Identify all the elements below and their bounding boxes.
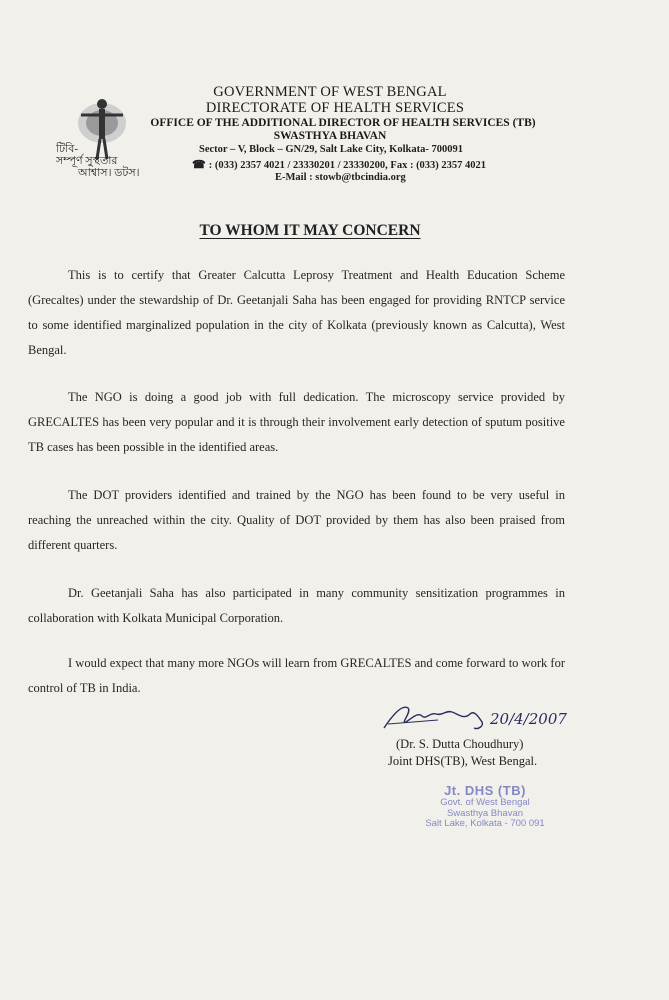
letterhead-directorate: DIRECTORATE OF HEALTH SERVICES [205,100,465,116]
letterhead-address: Sector – V, Block – GN/29, Salt Lake City, Kolkata- 700091 [199,144,463,155]
office-stamp [410,784,560,830]
stamp-govt: Govt. of West Bengal [440,797,530,808]
letterhead-government: GOVERNMENT OF WEST BENGAL [213,84,447,100]
stamp-building: Swasthya Bhavan [446,807,524,819]
signature-date: 20/4/2007 [490,710,567,728]
signatory-name: (Dr. S. Dutta Choudhury) [396,737,524,751]
logo-caption-3: আশ্বাস। ডটস। [78,167,140,179]
letterhead-building: SWASTHYA BHAVAN [273,130,387,142]
stamp-title: Jt. DHS (TB) [444,783,526,798]
paragraph-expectation: I would expect that many more NGOs will learn from GRECALTES and come forward to work for control of TB in India. [28,656,565,695]
letterhead-phone [192,158,486,171]
paragraph-ngo-work: The NGO is doing a good job with full dedication. The microscopy service provided by GRECALTES has been very popular and it is through their involvement early detection of sputum positive TB cases has been possible in the identified areas. [28,390,565,454]
telephone-icon: ☎ [192,159,206,171]
paragraph-certification: This is to certify that Greater Calcutta Leprosy Treatment and Health Education Scheme (Grecaltes) under the stewardship of Dr. Geetanjali Saha has been engaged for providing RNTCP service to some identified marginalized population in the city of Kolkata (previously known as Calcutta), West Bengal. [28,268,565,357]
letterhead-email: E-Mail : stowb@tbcindia.org [275,172,406,183]
letterhead-office: OFFICE OF THE ADDITIONAL DIRECTOR OF HEALTH SERVICES (TB) [150,117,536,129]
stamp-address: Salt Lake, Kolkata - 700 091 [425,818,545,829]
signatory-designation: Joint DHS(TB), West Bengal. [388,754,538,768]
phone-text: : (033) 2357 4021 / 23330201 / 23330200, Fax : (033) 2357 4021 [208,160,487,171]
document-title: TO WHOM IT MAY CONCERN [199,222,421,239]
handwritten-signature [378,694,578,734]
directorate-logo [56,93,186,188]
logo-caption-1: টিবি- [56,143,79,155]
paragraph-dot-providers: The DOT providers identified and trained by the NGO has been found to be very useful in reaching the unreached within the city. Quality of DOT provided by them has also been praised from different quarters. [28,488,565,552]
paragraph-community: Dr. Geetanjali Saha has also participated in many community sensitization programmes in collaboration with Kolkata Municipal Corporation. [28,586,565,625]
logo-caption-2: সম্পূর্ণ সুস্থতার [56,155,118,167]
